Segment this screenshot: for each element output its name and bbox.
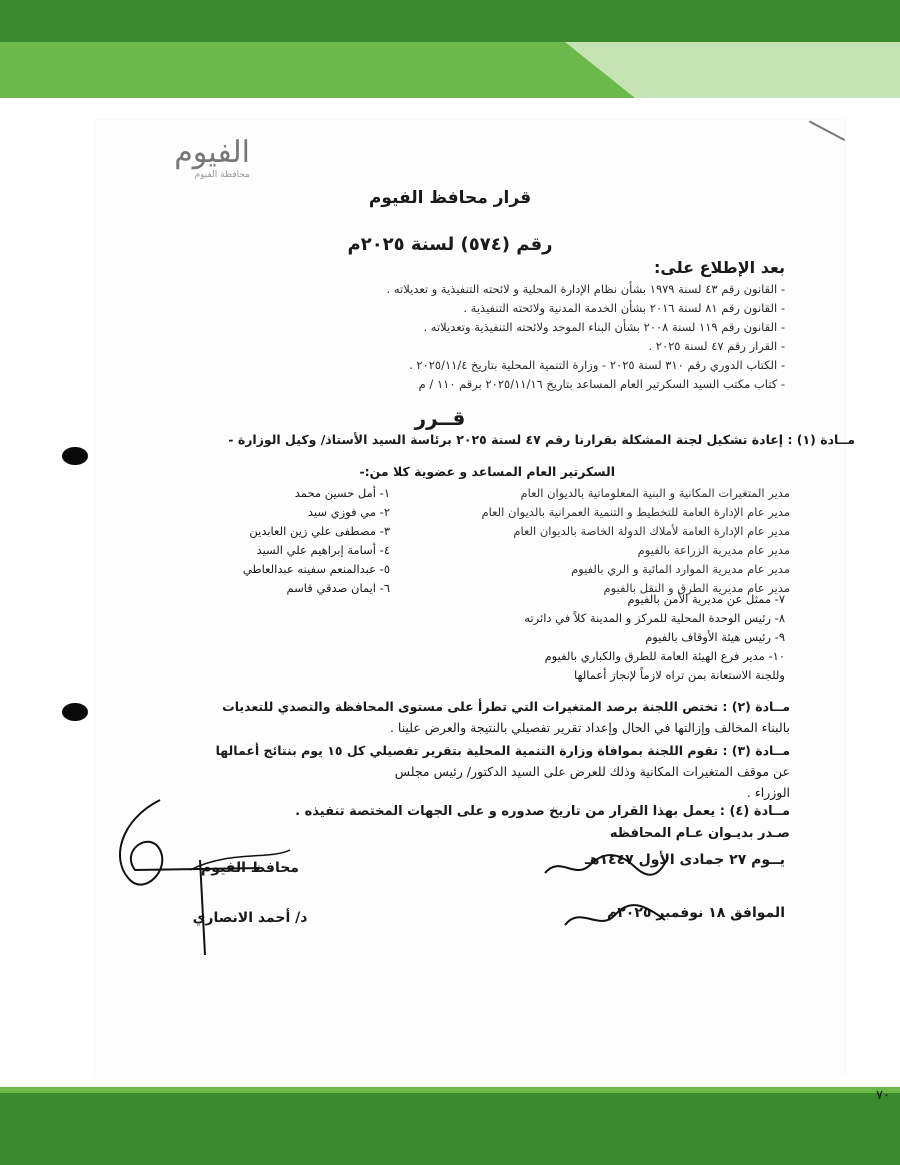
- member-name: ٥- عبدالمنعم سفينه عبدالعاطي: [242, 562, 390, 576]
- reference-item: - القانون رقم ٤٣ لسنة ١٩٧٩ بشأن نظام الإدارة المحلية و لائحته التنفيذية و تعديلاته .: [386, 282, 785, 296]
- member-row: [180, 562, 790, 581]
- punch-hole: [62, 703, 88, 721]
- article-1: مــادة (١) : إعادة تشكيل لجنة المشكلة بقرارنا رقم ٤٧ لسنة ٢٠٢٥ برئاسة السيد الأستاذ/ وكيل الوزارة -: [228, 432, 855, 447]
- article-3-line: مــادة (٣) : تقوم اللجنة بموافاة وزارة التنمية المحلية بتقرير تفصيلي كل ١٥ يوم بنتائج أعمالها: [215, 743, 790, 758]
- member-title: مدير عام مديرية الموارد المائية و الري بالفيوم: [571, 562, 790, 576]
- article-3-line: عن موقف المتغيرات المكانية وذلك للعرض على السيد الدكتور/ رئيس مجلس: [394, 764, 790, 779]
- decree-title: قرار محافظ الفيوم: [368, 188, 532, 208]
- logo-subtext: محافظة الفيوم: [194, 170, 250, 180]
- decides-heading: قــرر: [414, 406, 466, 430]
- header-band: [0, 0, 900, 42]
- member-row: [180, 524, 790, 543]
- extra-member-item: وللجنة الاستعانة بمن تراه لازماً لإنجاز أعمالها: [573, 668, 785, 682]
- member-row: [180, 505, 790, 524]
- governor-signature: [100, 790, 300, 960]
- article-2-line: بالبناء المخالف وإزالتها في الحال وإعداد تقرير تفصيلي بالنتيجة والعرض علينا .: [389, 720, 790, 735]
- page-number: ٧٠: [876, 1088, 890, 1103]
- member-name: ٣- مصطفى علي زين العابدين: [249, 524, 390, 538]
- punch-hole: [62, 447, 88, 465]
- member-title: مدير المتغيرات المكانية و البنية المعلوماتية بالديوان العام: [520, 486, 790, 500]
- member-row: [180, 486, 790, 505]
- governorate-logo: [130, 135, 250, 195]
- article-1-continued: السكرتير العام المساعد و عضوية كلا من:-: [359, 464, 615, 479]
- member-name: ٦- ايمان صدقي قاسم: [286, 581, 390, 595]
- member-title: مدير عام الإدارة العامة للتخطيط و التنمية العمرانية بالديوان العام: [481, 505, 790, 519]
- member-name: ١- أمل حسين محمد: [294, 486, 390, 500]
- member-title: مدير عام مديرية الطرق و النقل بالفيوم: [603, 581, 790, 595]
- member-name: ٤- أسامة إبراهيم علي السيد: [256, 543, 390, 557]
- member-row: [180, 543, 790, 562]
- reference-item: - كتاب مكتب السيد السكرتير العام المساعد بتاريخ ٢٠٢٥/١١/١٦ برقم ١١٠ / م: [418, 377, 785, 391]
- reference-item: - القرار رقم ٤٧ لسنة ٢٠٢٥ .: [648, 339, 785, 353]
- footer-band: [0, 1087, 900, 1165]
- member-name: ٢- مي فوزي سيد: [307, 505, 390, 519]
- article-4: مــادة (٤) : يعمل بهذا القرار من تاريخ صدوره و على الجهات المختصة تنفيذه .: [295, 804, 790, 819]
- reference-item: - القانون رقم ١١٩ لسنة ٢٠٠٨ بشأن البناء الموحد ولائحته التنفيذية وتعديلاته .: [423, 320, 785, 334]
- date-hijri: يــوم ٢٧ جمادى الأول ١٤٤٧هـ: [585, 852, 785, 868]
- article-2: [90, 696, 790, 738]
- references-list: [225, 280, 785, 394]
- footer-band-line: [0, 1087, 900, 1093]
- article-2-line: مــادة (٢) : تختص اللجنة برصد المتغيرات التي تطرأ على مستوى المحافظة والتصدي للتعديات: [222, 699, 790, 714]
- reference-item: - القانون رقم ٨١ لسنة ٢٠١٦ بشأن الخدمة المدنية ولائحته التنفيذية .: [463, 301, 785, 315]
- after-review-label: بعد الإطلاع على:: [653, 258, 785, 277]
- member-title: مدير عام الإدارة العامة لأملاك الدولة الخاصة بالديوان العام: [513, 524, 790, 538]
- date-gregorian: الموافق ١٨ نوفمبر ٢٠٢٥م: [607, 905, 785, 921]
- extra-member-item: ٧- ممثل عن مديرية الأمن بالفيوم: [627, 592, 785, 606]
- members-table: [180, 486, 790, 600]
- extra-member-item: ١٠- مدير فرع الهيئة العامة للطرق والكباري بالفيوم: [544, 649, 785, 663]
- decree-number: رقم (٥٧٤) لسنة ٢٠٢٥م: [347, 234, 553, 255]
- logo-text: الفيوم: [174, 135, 250, 170]
- issued-at: صـدر بديـوان عـام المحافظه: [609, 826, 790, 841]
- extra-member-item: ٨- رئيس الوحدة المحلية للمركز و المدينة كلاً في دائرته: [524, 611, 785, 625]
- handwritten-date-mark: [540, 845, 670, 885]
- member-title: مدير عام مديرية الزراعة بالفيوم: [637, 543, 790, 557]
- extra-member-item: ٩- رئيس هيئة الأوقاف بالفيوم: [645, 630, 785, 644]
- article-3-line: الوزراء .: [746, 785, 790, 800]
- reference-item: - الكتاب الدوري رقم ٣١٠ لسنة ٢٠٢٥ - وزارة التنمية المحلية بتاريخ ٢٠٢٥/١١/٤ .: [409, 358, 785, 372]
- extra-members: [385, 590, 785, 685]
- handwritten-month-mark: [560, 900, 670, 935]
- governor-name: د/ أحمد الانصاري: [192, 910, 308, 926]
- governor-title: محافظ الفيوم: [201, 860, 299, 876]
